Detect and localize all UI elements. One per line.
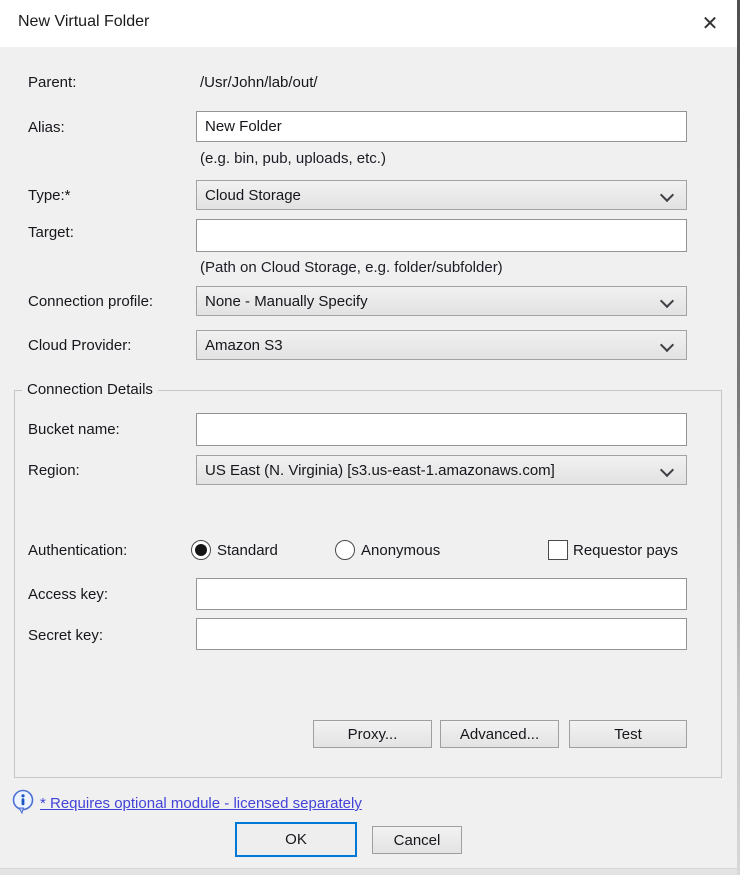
region-dropdown[interactable]: [196, 455, 687, 485]
target-label: Target:: [28, 224, 74, 241]
alias-label: Alias:: [28, 119, 65, 136]
connection-profile-dropdown-value: None - Manually Specify: [205, 292, 368, 310]
alias-hint: (e.g. bin, pub, uploads, etc.): [200, 150, 386, 167]
parent-value: /Usr/John/lab/out/: [200, 74, 318, 91]
chevron-down-icon: [660, 338, 674, 352]
cloud-provider-dropdown[interactable]: [196, 330, 687, 360]
region-dropdown-value: US East (N. Virginia) [s3.us-east-1.amazonaws.com]: [205, 461, 555, 479]
advanced-button[interactable]: Advanced...: [440, 720, 559, 748]
ok-button[interactable]: OK: [235, 822, 357, 857]
connection-profile-dropdown[interactable]: [196, 286, 687, 316]
secret-key-label: Secret key:: [28, 627, 104, 644]
cloud-provider-dropdown-value: Amazon S3: [205, 336, 283, 354]
proxy-button[interactable]: Proxy...: [313, 720, 432, 748]
background-strip: [0, 868, 740, 875]
region-label: Region:: [28, 462, 80, 479]
connection-profile-label: Connection profile:: [28, 293, 154, 310]
type-label: Type:*: [28, 187, 71, 204]
cloud-provider-label: Cloud Provider:: [28, 337, 132, 354]
chevron-down-icon: [660, 463, 674, 477]
radio-anonymous-label[interactable]: Anonymous: [361, 542, 441, 559]
close-button[interactable]: [688, 3, 732, 43]
alias-input[interactable]: [196, 111, 687, 142]
bucket-name-input[interactable]: [196, 413, 687, 446]
authentication-label: Authentication:: [28, 542, 128, 559]
parent-label: Parent:: [28, 74, 77, 91]
secret-key-input[interactable]: [196, 618, 687, 650]
chevron-down-icon: [660, 188, 674, 202]
info-icon: [11, 789, 35, 815]
target-hint: (Path on Cloud Storage, e.g. folder/subfolder): [200, 259, 503, 276]
connection-details-legend: Connection Details: [22, 381, 158, 398]
radio-anonymous[interactable]: [335, 540, 355, 560]
dialog-title: New Virtual Folder: [18, 13, 150, 30]
test-button[interactable]: Test: [569, 720, 687, 748]
target-input[interactable]: [196, 219, 687, 252]
bucket-name-label: Bucket name:: [28, 421, 120, 438]
type-dropdown[interactable]: [196, 180, 687, 210]
access-key-label: Access key:: [28, 586, 109, 603]
type-dropdown-value: Cloud Storage: [205, 186, 301, 204]
titlebar: [0, 0, 740, 47]
chevron-down-icon: [660, 294, 674, 308]
radio-standard-label[interactable]: Standard: [217, 542, 278, 559]
cancel-button[interactable]: Cancel: [372, 826, 462, 854]
requestor-pays-label[interactable]: Requestor pays: [573, 542, 679, 559]
access-key-input[interactable]: [196, 578, 687, 610]
radio-standard[interactable]: [191, 540, 211, 560]
license-note-link[interactable]: * Requires optional module - licensed separately: [40, 795, 362, 812]
requestor-pays-checkbox[interactable]: [548, 540, 568, 560]
close-icon: ✕: [701, 12, 719, 35]
